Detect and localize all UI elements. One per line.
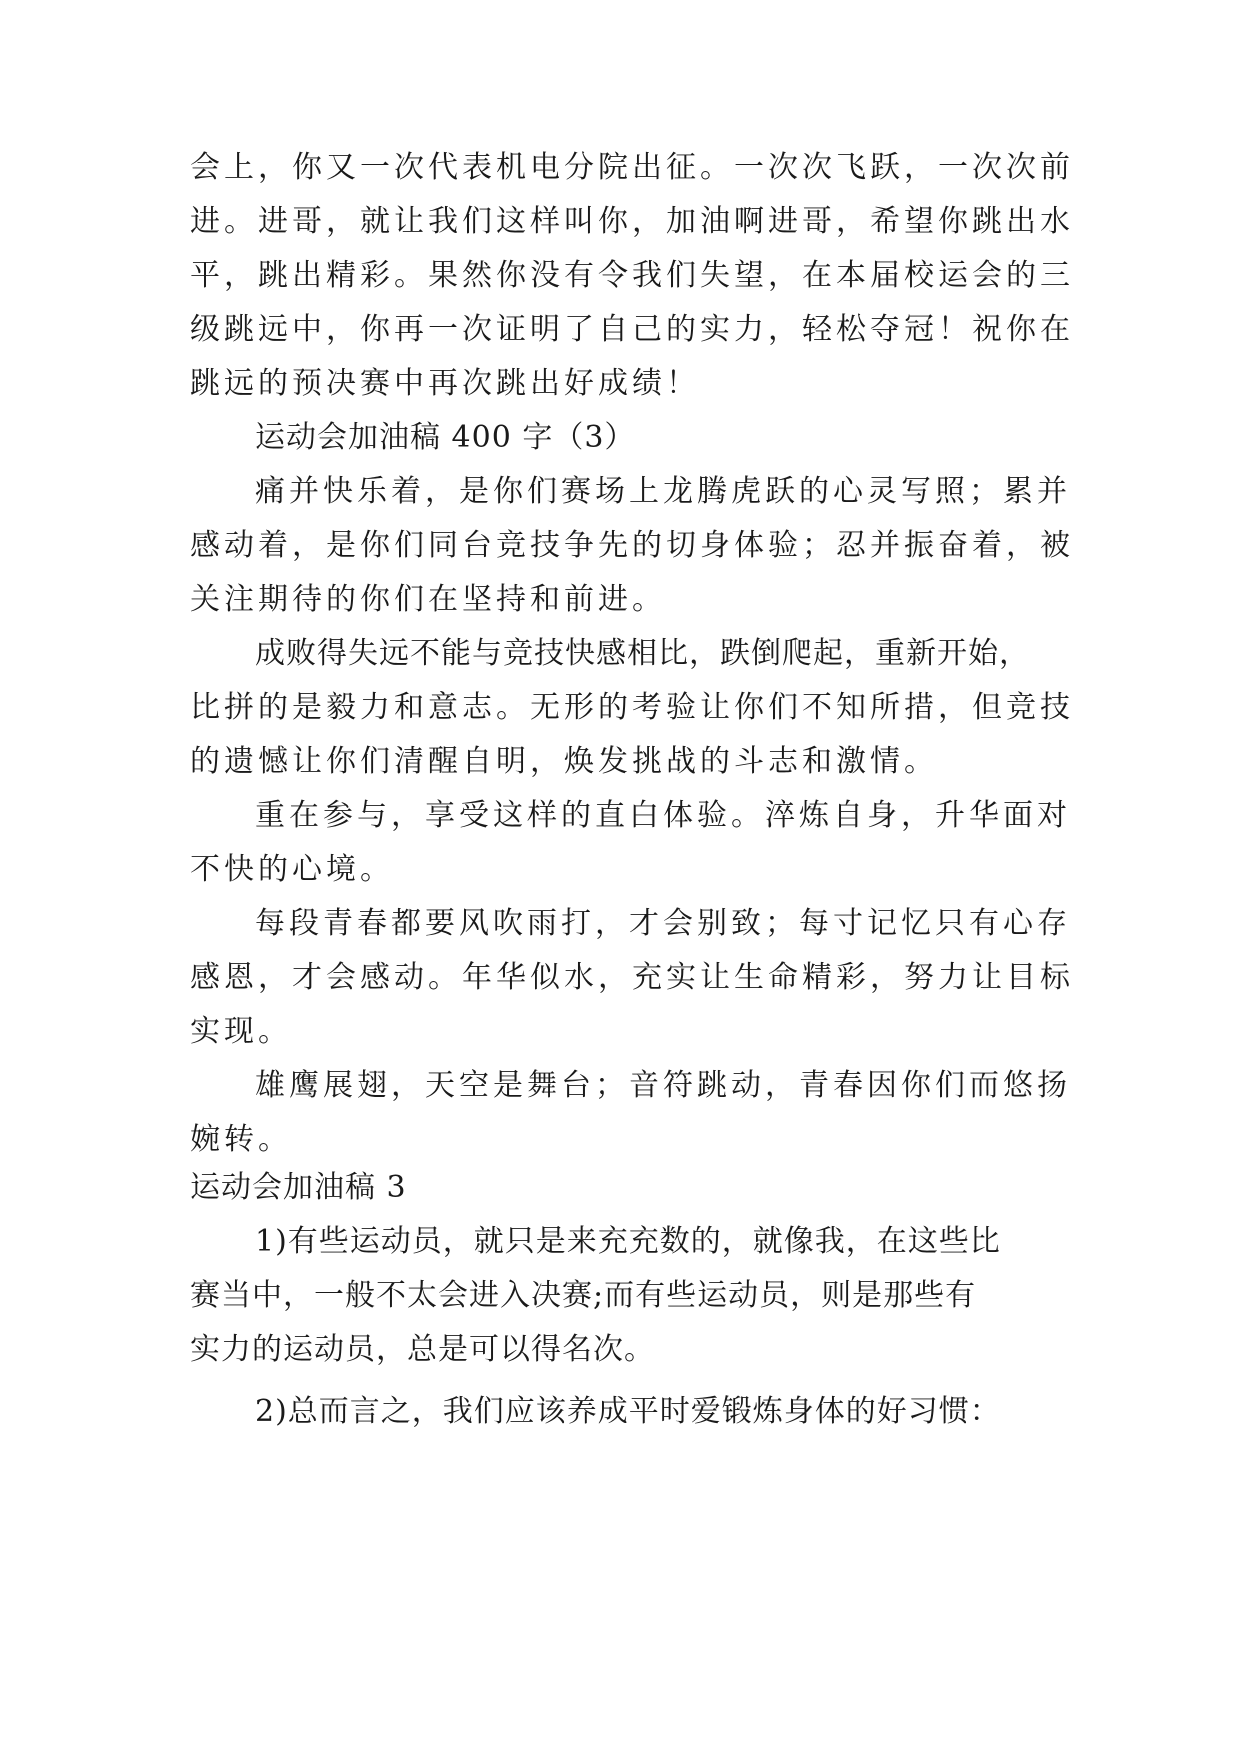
paragraph-first-line: 成败得失远不能与竞技快感相比，跌倒爬起，重新开始，: [255, 636, 1030, 671]
section-subheading: 运动会加油稿 400 字（3）: [255, 420, 636, 455]
body-text-line: 会上，你又一次代表机电分院出征。一次次飞跃，一次次前: [190, 150, 1074, 185]
body-text-line: 实现。: [190, 1014, 292, 1049]
body-text-line: 的遗憾让你们清醒自明，焕发挑战的斗志和激情。: [190, 744, 938, 779]
body-text-line: 关注期待的你们在坚持和前进。: [190, 582, 666, 617]
paragraph-first-line: 每段青春都要风吹雨打，才会别致；每寸记忆只有心存: [255, 906, 1071, 941]
paragraph-first-line: 1)有些运动员，就只是来充充数的，就像我，在这些比: [255, 1224, 1001, 1259]
paragraph-first-line: 重在参与，享受这样的直白体验。淬炼自身，升华面对: [255, 798, 1071, 833]
body-text-line: 不快的心境。: [190, 852, 394, 887]
body-text-line: 平，跳出精彩。果然你没有令我们失望，在本届校运会的三: [190, 258, 1074, 293]
paragraph-first-line: 雄鹰展翅，天空是舞台；音符跳动，青春因你们而悠扬: [255, 1068, 1071, 1103]
section-heading: 运动会加油稿 3: [190, 1170, 407, 1205]
body-text-line: 比拼的是毅力和意志。无形的考验让你们不知所措，但竞技: [190, 690, 1074, 725]
body-text-line: 感动着，是你们同台竞技争先的切身体验；忍并振奋着，被: [190, 528, 1074, 563]
body-text-line: 进。进哥，就让我们这样叫你，加油啊进哥，希望你跳出水: [190, 204, 1074, 239]
body-text-line: 跳远的预决赛中再次跳出好成绩！: [190, 366, 700, 401]
body-text-line: 级跳远中，你再一次证明了自己的实力，轻松夺冠！祝你在: [190, 312, 1074, 347]
body-text-line: 实力的运动员，总是可以得名次。: [190, 1332, 655, 1367]
body-text-line: 婉转。: [190, 1122, 292, 1157]
body-text-line: 感恩，才会感动。年华似水，充实让生命精彩，努力让目标: [190, 960, 1074, 995]
paragraph-first-line: 2)总而言之，我们应该养成平时爱锻炼身体的好习惯：: [255, 1394, 1001, 1429]
body-text-line: 赛当中，一般不太会进入决赛;而有些运动员，则是那些有: [190, 1278, 977, 1313]
paragraph-first-line: 痛并快乐着，是你们赛场上龙腾虎跃的心灵写照；累并: [255, 474, 1071, 509]
